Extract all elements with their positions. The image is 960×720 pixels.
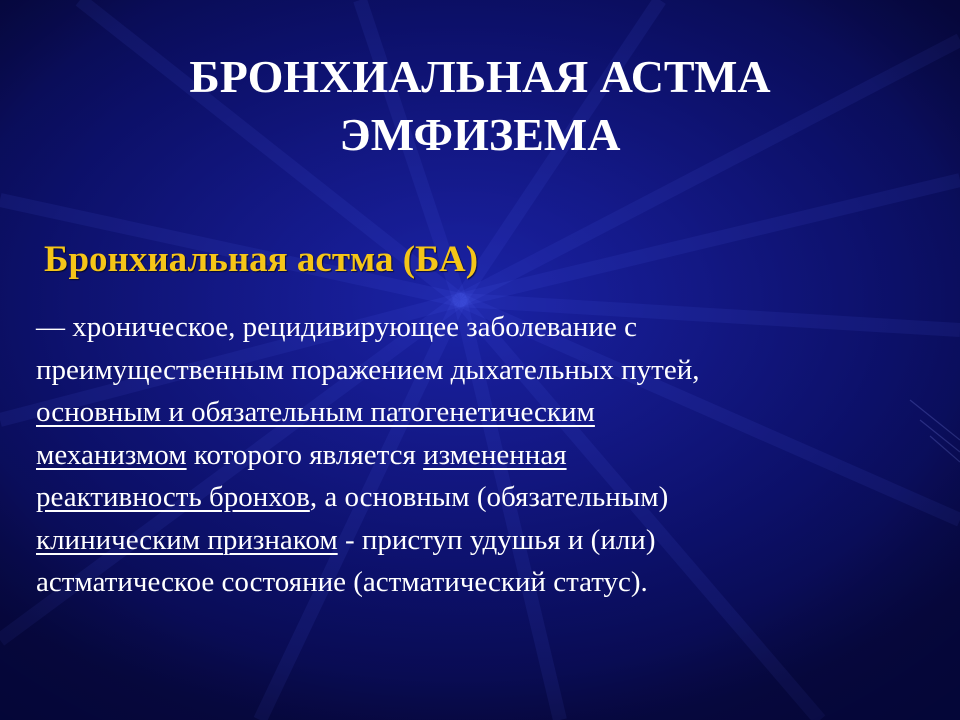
text-line: — хроническое, рецидивирующее заболевание с	[36, 311, 637, 343]
text-line	[36, 476, 916, 519]
text-line: астматическое состояние (астматический статус).	[36, 566, 648, 598]
text-span: - приступ удушья и (или)	[337, 523, 656, 556]
text-line: преимущественным поражением дыхательных путей,	[36, 353, 700, 386]
underlined-term: реактивность бронхов	[36, 481, 310, 513]
text-line	[36, 391, 916, 434]
slide-title	[0, 48, 960, 164]
underlined-term: основным и обязательным патогенетическим	[36, 396, 595, 428]
title-line-2: ЭМФИЗЕМА	[339, 109, 621, 160]
title-line-1: БРОНХИАЛЬНАЯ АСТМА	[189, 51, 771, 102]
text-span: , а основным (обязательным)	[309, 481, 669, 513]
section-heading: Бронхиальная астма (БА)	[44, 239, 479, 280]
underlined-term: механизмом	[36, 438, 187, 471]
text-span: которого является	[186, 438, 424, 471]
underlined-term: клиническим признаком	[36, 523, 338, 556]
definition-text	[36, 306, 916, 604]
text-line	[36, 519, 916, 562]
underlined-term: измененная	[423, 438, 567, 471]
text-line	[36, 434, 916, 477]
